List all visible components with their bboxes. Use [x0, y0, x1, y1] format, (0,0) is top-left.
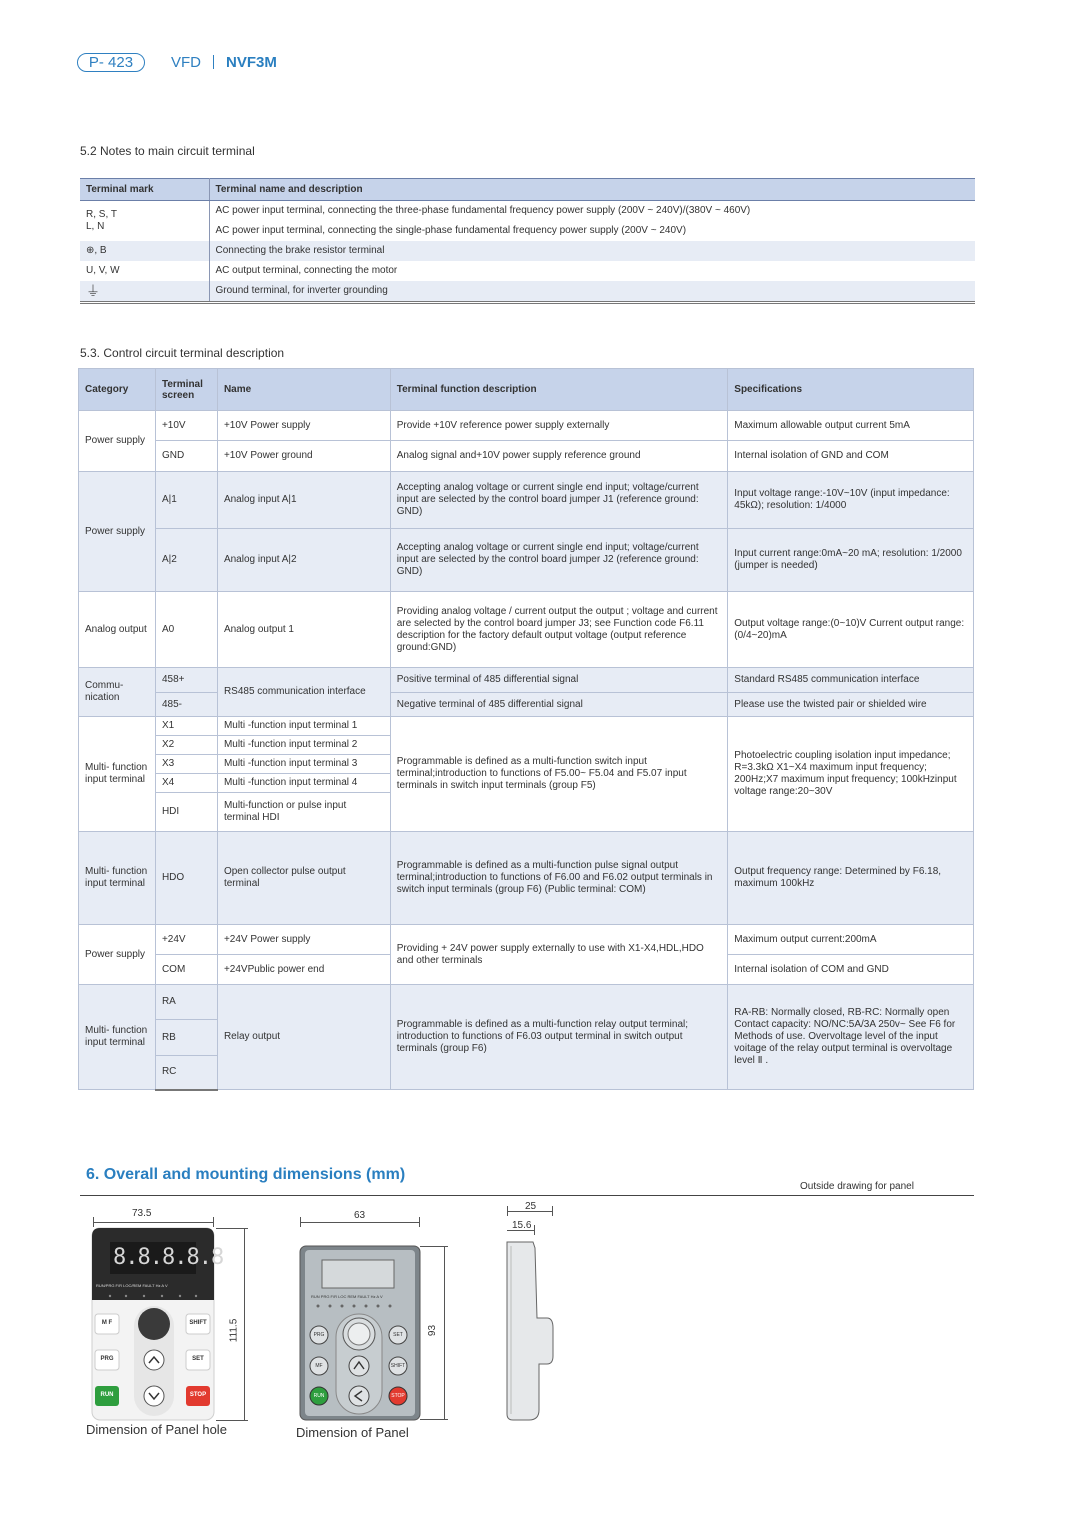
category-cell: Multi- function input terminal [79, 832, 156, 925]
table-header-row [80, 179, 975, 201]
panel-stop-button[interactable]: STOP [391, 1393, 405, 1399]
page-header [77, 52, 277, 72]
panel-hole-height: 111.5 [228, 1318, 240, 1343]
category-cell: Power supply [79, 472, 156, 592]
name-cell: Analog input A|2 [217, 529, 390, 592]
table-row [79, 411, 974, 441]
table-row [79, 592, 974, 668]
col-specifications: Specifications [728, 369, 974, 411]
terminal-cell: RB [155, 1020, 217, 1056]
name-cell: +24V Power supply [217, 925, 390, 955]
terminal-cell: COM [155, 955, 217, 985]
side-step: 15.6 [512, 1220, 532, 1231]
name-cell: Multi -function input terminal 4 [217, 774, 390, 793]
mf-button[interactable]: M F [101, 1320, 113, 1326]
seven-segment-display: 8.8.8.8.8 [113, 1245, 224, 1270]
terminal-cell: X4 [155, 774, 217, 793]
terminal-cell: RC [155, 1056, 217, 1090]
main-circuit-table [80, 178, 975, 304]
terminal-desc: Connecting the brake resistor terminal [209, 241, 975, 261]
table-header-row [79, 369, 974, 411]
prg-button[interactable]: PRG [100, 1356, 114, 1362]
side-profile-drawing [503, 1238, 563, 1424]
function-cell: Accepting analog voltage or current single end input; voltage/current input are selected by the control board jumper J2 (reference ground: GND) [390, 529, 728, 592]
spec-cell: Input current range:0mA~20 mA; resolution: 1/2000 (jumper is needed) [728, 529, 974, 592]
col-function: Terminal function description [390, 369, 728, 411]
function-cell: Analog signal and+10V power supply reference ground [390, 441, 728, 472]
panel-shift-button[interactable]: SHIFT [390, 1363, 406, 1369]
panel-mf-button[interactable]: MF [315, 1363, 323, 1369]
terminal-desc: AC output terminal, connecting the motor [215, 265, 398, 276]
col-terminal-desc: Terminal name and description [209, 179, 975, 201]
name-cell: +24VPublic power end [217, 955, 390, 985]
outside-drawing-note: Outside drawing for panel [800, 1181, 914, 1192]
spec-cell: Maximum allowable output current 5mA [728, 411, 974, 441]
table-row [79, 832, 974, 925]
name-cell: Multi -function input terminal 3 [217, 755, 390, 774]
table-row [80, 241, 975, 261]
function-cell: Programmable is defined as a multi-function pulse signal output terminal;introduction to functions of F6.00 and F6.02 output terminals in switch input terminals (group F6) (Public terminal: COM) [390, 832, 728, 925]
function-cell: Negative terminal of 485 differential signal [390, 693, 728, 717]
set-button[interactable]: SET [192, 1356, 204, 1362]
section-divider [80, 1195, 974, 1196]
spec-cell: Photoelectric coupling isolation input impedance; R=3.3kΩ X1~X4 maximum input frequency; 200Hz;X7 maximum input frequency; 100kHzinput voltage range:20~30V [728, 717, 974, 832]
terminal-cell: X2 [155, 736, 217, 755]
height-dimension-line [244, 1228, 245, 1421]
col-name: Name [217, 369, 390, 411]
terminal-desc: Ground terminal, for inverter grounding [209, 281, 975, 303]
terminal-cell: +24V [155, 925, 217, 955]
function-cell: Provide +10V reference power supply externally [390, 411, 728, 441]
spec-cell: Output voltage range:(0~10)V Current output range:(0/4~20)mA [728, 592, 974, 668]
spec-cell: Internal isolation of COM and GND [728, 955, 974, 985]
terminal-cell: 458+ [155, 668, 217, 693]
category-cell: Multi- function input terminal [79, 717, 156, 832]
terminal-cell: 485- [155, 693, 217, 717]
terminal-cell: GND [155, 441, 217, 472]
panel-led-labels: RUN PRG F/R LOC REM FAULT Hz A V [311, 1294, 383, 1299]
spec-cell: Maximum output current:200mA [728, 925, 974, 955]
terminal-mark: R, S, T [80, 201, 209, 221]
name-cell: +10V Power ground [217, 441, 390, 472]
panel-width: 63 [354, 1210, 366, 1221]
function-cell: Providing analog voltage / current output the output ; voltage and current are selected by the control board jumper J3; see Function code F6.11 description for the factory default output voltage (output reference ground:GND) [390, 592, 728, 668]
control-circuit-table [78, 368, 974, 1091]
table-row [80, 281, 975, 303]
table-row [79, 693, 974, 717]
terminal-cell: HDI [155, 793, 217, 832]
table-row [79, 441, 974, 472]
height-dimension-line [444, 1246, 445, 1420]
table-row [80, 221, 975, 241]
panel-set-button[interactable]: SET [393, 1332, 403, 1338]
panel-caption: Dimension of Panel [296, 1425, 409, 1440]
header-model: NVF3M [226, 53, 277, 71]
name-cell: Analog output 1 [217, 592, 390, 668]
function-cell: Accepting analog voltage or current single end input; voltage/current input are selected by the control board jumper J1 (reference ground: GND) [390, 472, 728, 529]
category-cell: Commu- nication [79, 668, 156, 717]
terminal-desc: AC power input terminal, connecting the three-phase fundamental frequency power supply (200V ~ 240V)/(380V ~ 460V) [215, 205, 751, 217]
category-cell: Multi- function input terminal [79, 985, 156, 1090]
dimension-tick [534, 1225, 535, 1235]
dimension-tick [216, 1420, 248, 1421]
table-row [79, 472, 974, 529]
section-53-title: 5.3. Control circuit terminal description [80, 346, 285, 360]
side-depth: 25 [525, 1201, 537, 1212]
category-cell: Power supply [79, 411, 156, 472]
page-number: P- 423 [77, 53, 145, 72]
header-divider [213, 55, 214, 69]
header-category: VFD [171, 53, 201, 71]
table-row [79, 529, 974, 592]
panel-height: 93 [427, 1324, 439, 1337]
table-row [79, 717, 974, 736]
function-cell: Providing + 24V power supply externally to use with X1-X4,HDL,HDO and other terminals [390, 925, 728, 985]
panel-prg-button[interactable]: PRG [313, 1332, 325, 1338]
dimension-tick [420, 1246, 448, 1247]
table-row [79, 925, 974, 955]
ground-icon: ⏚ [80, 281, 209, 303]
function-cell: Positive terminal of 485 differential signal [390, 668, 728, 693]
dimension-tick [552, 1206, 553, 1216]
width-dimension-line [93, 1222, 214, 1223]
terminal-cell: RA [155, 985, 217, 1020]
spec-cell: Standard RS485 communication interface [728, 668, 974, 693]
name-cell: Multi -function input terminal 2 [217, 736, 390, 755]
terminal-cell: X1 [155, 717, 217, 736]
spec-cell: RA-RB: Normally closed, RB-RC: Normally open Contact capacity: NO/NC:5A/3A 250v~ See F6 for Methods of use. Overvoltage level of the input voitage of the relay output terminal is overvoltage level Ⅱ . [728, 985, 974, 1090]
table-row [79, 668, 974, 693]
function-cell: Programmable is defined as a multi-function relay output terminal; introduction to functions of F6.03 output terminal in switch output terminals (group F6) [390, 985, 728, 1090]
panel-run-button[interactable]: RUN [313, 1393, 325, 1399]
spec-cell: Input voltage range:-10V~10V (input impedance: 45kΩ); resolution: 1/4000 [728, 472, 974, 529]
terminal-cell: A|1 [155, 472, 217, 529]
terminal-cell: +10V [155, 411, 217, 441]
panel-hole-width: 73.5 [132, 1208, 152, 1219]
led-labels: RUN/PRG F/R LOC/REM FAULT Hz A V [96, 1283, 168, 1288]
dimension-tick [507, 1206, 508, 1216]
terminal-cell: A0 [155, 592, 217, 668]
terminal-cell: A|2 [155, 529, 217, 592]
col-terminal-mark: Terminal mark [80, 179, 209, 201]
name-cell: +10V Power supply [217, 411, 390, 441]
name-cell: Multi-function or pulse input terminal HDI [217, 793, 390, 832]
terminal-cell: HDO [155, 832, 217, 925]
name-cell: Relay output [217, 985, 390, 1090]
terminal-mark: U, V, W [80, 261, 209, 281]
terminal-desc: AC power input terminal, connecting the single-phase fundamental frequency power supply (200V ~ 240V) [215, 225, 687, 236]
name-cell: RS485 communication interface [217, 668, 390, 717]
name-cell: Multi -function input terminal 1 [217, 717, 390, 736]
col-terminal-screen: Terminal screen [155, 369, 217, 411]
col-category: Category [79, 369, 156, 411]
table-row [79, 985, 974, 1020]
spec-cell: Output frequency range: Determined by F6.18, maximum 100kHz [728, 832, 974, 925]
dimension-tick [216, 1228, 248, 1229]
name-cell: Open collector pulse output terminal [217, 832, 390, 925]
table-row [80, 261, 975, 281]
spec-cell: Please use the twisted pair or shielded wire [728, 693, 974, 717]
width-dimension-line [300, 1222, 420, 1223]
section-6-title: 6. Overall and mounting dimensions (mm) [86, 1166, 406, 1183]
name-cell: Analog input A|1 [217, 472, 390, 529]
spec-cell: Internal isolation of GND and COM [728, 441, 974, 472]
stop-button[interactable]: STOP [189, 1392, 207, 1398]
terminal-mark: L, N [80, 221, 209, 241]
category-cell: Power supply [79, 925, 156, 985]
terminal-mark: ⊕, B [80, 241, 209, 261]
dimension-tick [420, 1419, 448, 1420]
run-button[interactable]: RUN [100, 1392, 114, 1398]
table-row [80, 201, 975, 221]
dimension-tick [419, 1217, 420, 1227]
section-52-title: 5.2 Notes to main circuit terminal [80, 144, 255, 158]
category-cell: Analog output [79, 592, 156, 668]
shift-button[interactable]: SHIFT [189, 1320, 207, 1326]
dimension-tick [300, 1217, 301, 1227]
panel-hole-caption: Dimension of Panel hole [86, 1422, 227, 1437]
terminal-cell: X3 [155, 755, 217, 774]
function-cell: Programmable is defined as a multi-function switch input terminal;introduction to functions of F5.00~ F5.04 and F5.07 input terminals in switch input terminals (group F5) [390, 717, 728, 832]
